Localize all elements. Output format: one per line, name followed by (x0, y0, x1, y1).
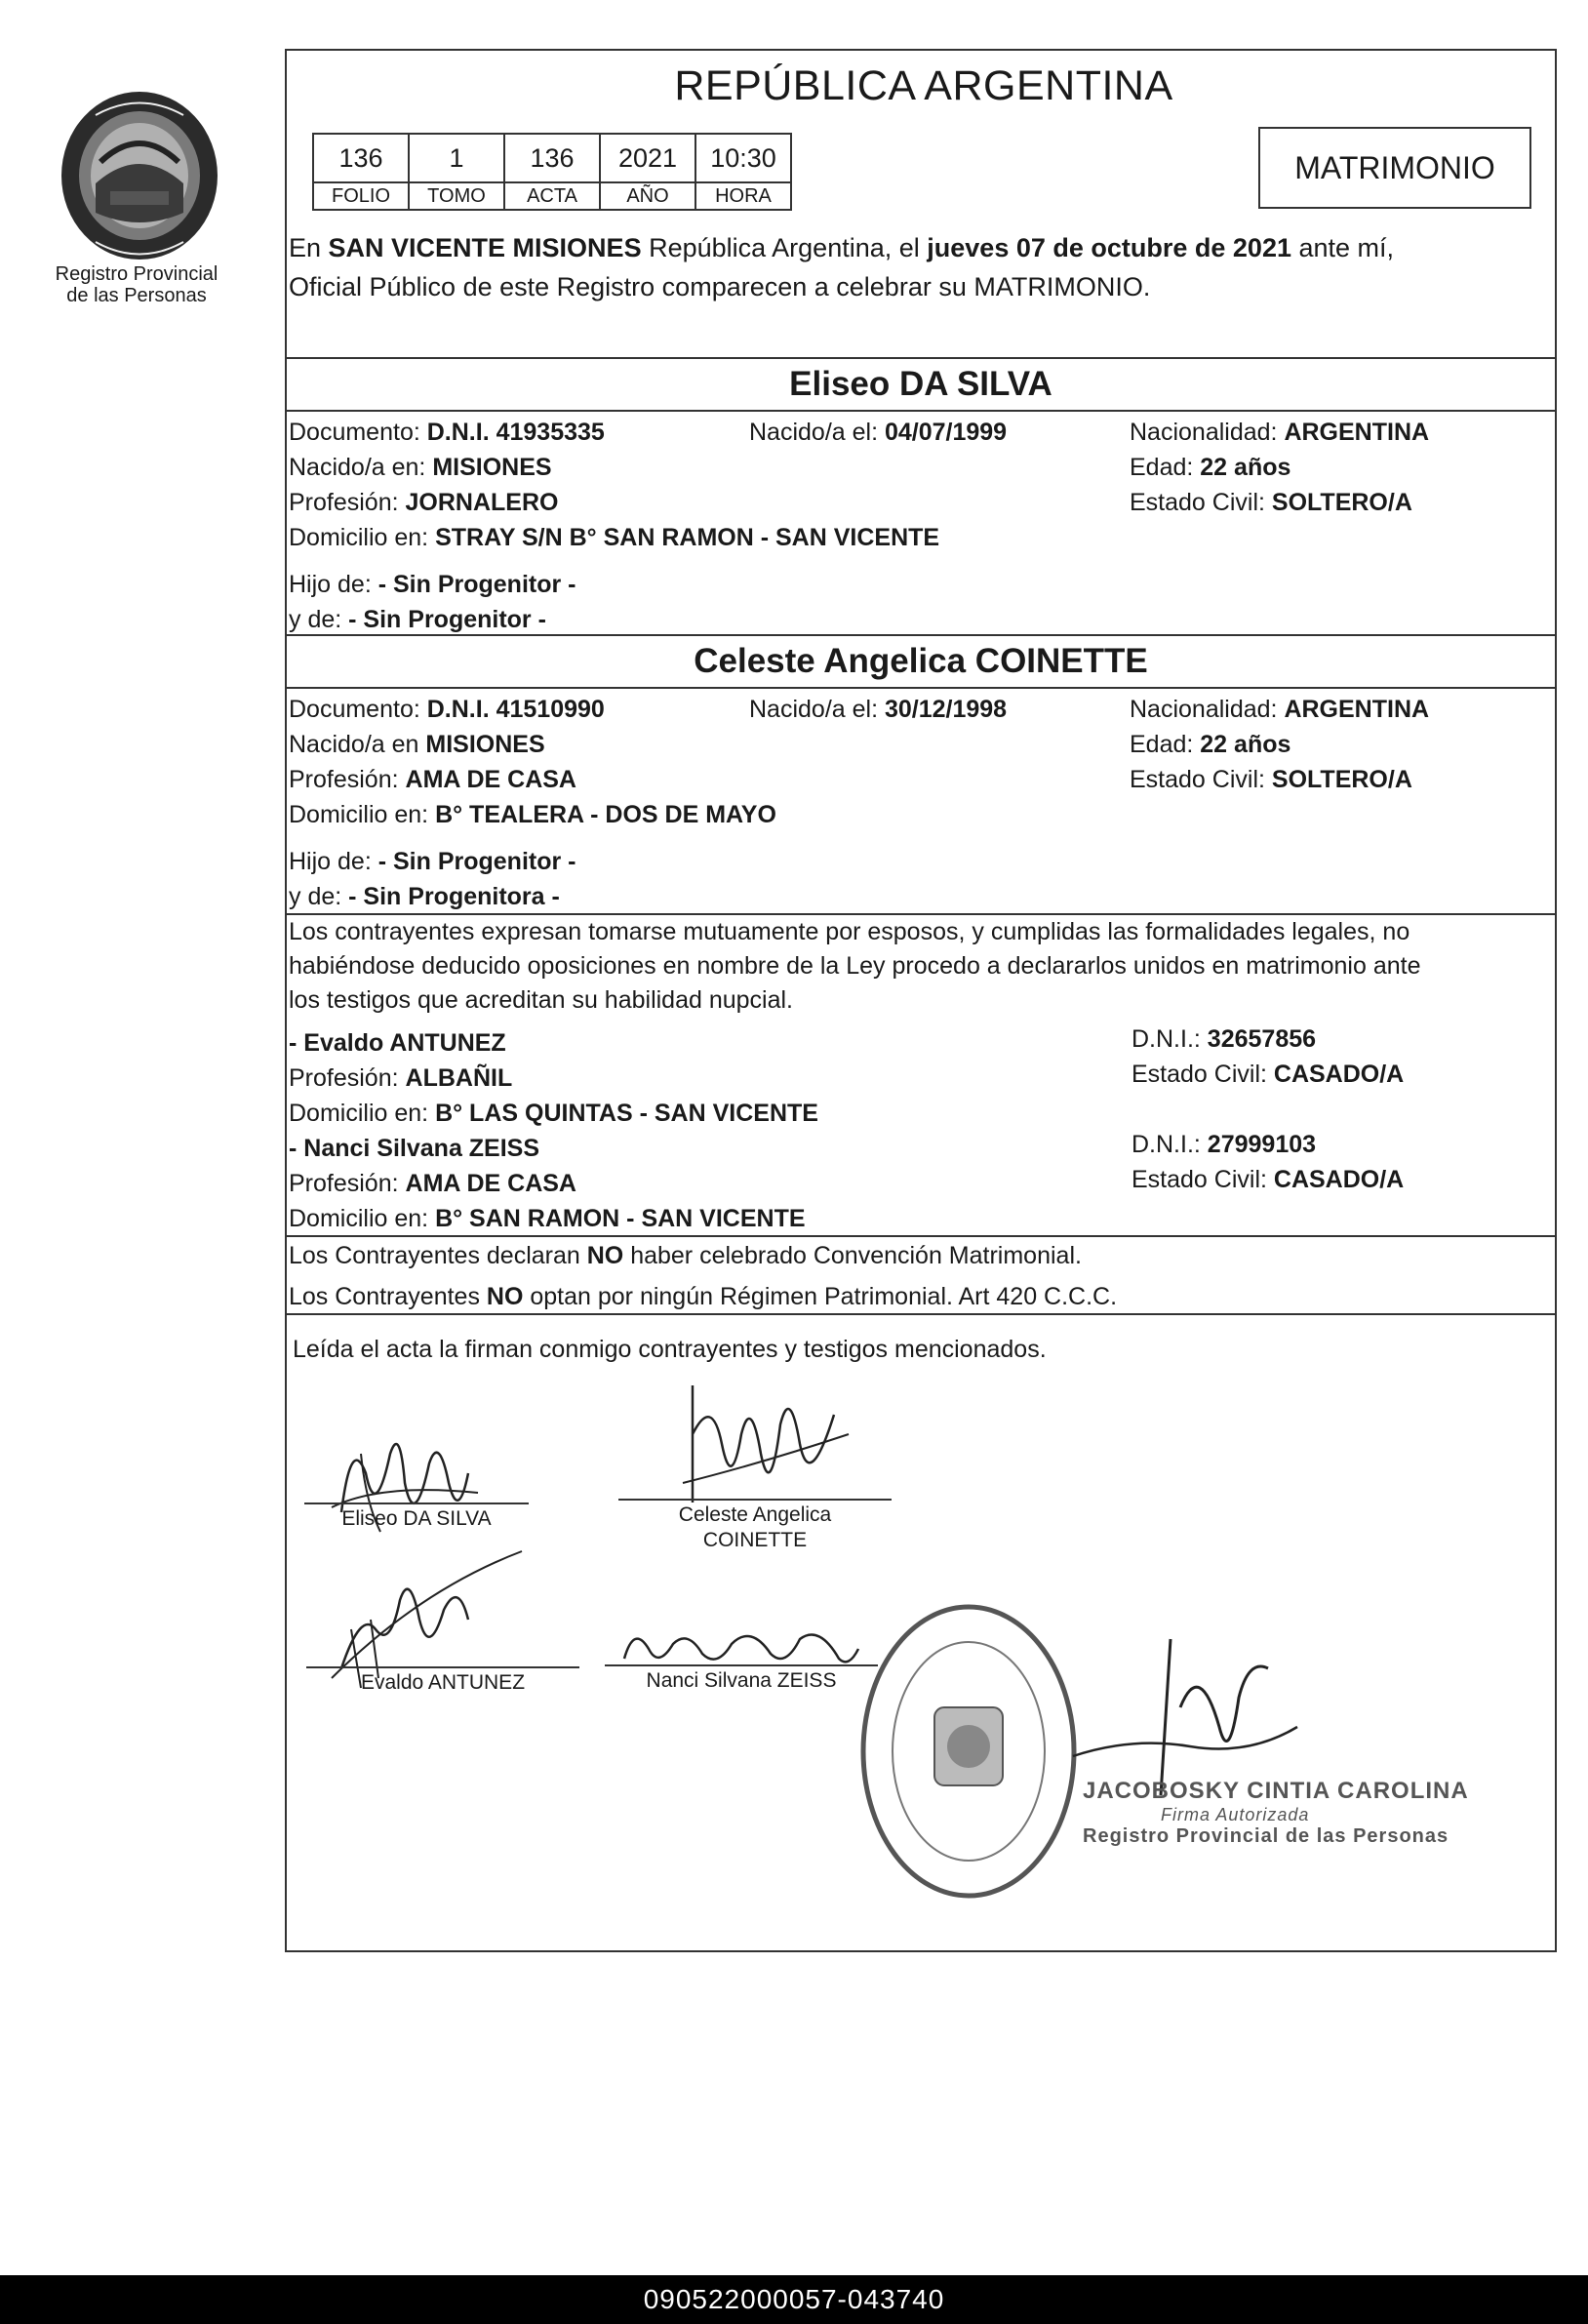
tomo-label: TOMO (409, 182, 504, 210)
record-table (312, 133, 792, 211)
document-code-bar (0, 2275, 1588, 2324)
regime-line2: Los Contrayentes NO optan por ningún Régimen Patrimonial. Art 420 C.C.C. (289, 1283, 1118, 1310)
header-title: REPÚBLICA ARGENTINA (674, 62, 1173, 109)
witness1-address: Domicilio en: B° LAS QUINTAS - SAN VICENTE (289, 1100, 818, 1127)
divider (285, 634, 1557, 636)
acta-label: ACTA (504, 182, 600, 210)
signature-line (306, 1666, 579, 1668)
spouse1-nationality: Nacionalidad: ARGENTINA (1130, 419, 1430, 446)
signature2-name-line1: Celeste Angelica (678, 1503, 832, 1526)
spouse1-address: Domicilio en: STRAY S/N B° SAN RAMON - SAN VICENTE (289, 524, 940, 551)
signature2-name-line2: COINETTE (702, 1529, 808, 1551)
witness1-profession: Profesión: ALBAÑIL (289, 1064, 513, 1092)
spouse2-nationality: Nacionalidad: ARGENTINA (1130, 696, 1430, 723)
official-role: Firma Autorizada (1161, 1805, 1310, 1824)
witness2-dni: D.N.I.: 27999103 (1131, 1131, 1317, 1158)
signature-line (618, 1499, 892, 1501)
intro-text: En (289, 233, 329, 262)
folio-value: 136 (313, 134, 409, 182)
signature1-name: Eliseo DA SILVA (341, 1507, 492, 1530)
intro-line1 (289, 230, 1394, 265)
spouse1-age: Edad: 22 años (1130, 454, 1291, 481)
spouse2-age: Edad: 22 años (1130, 731, 1291, 758)
hour-label: HORA (695, 182, 791, 210)
spouse1-father: Hijo de: - Sin Progenitor - (289, 571, 576, 598)
spouse2-document: Documento: D.N.I. 41510990 (289, 696, 605, 723)
seal-caption-line2: de las Personas (66, 285, 207, 306)
spouse2-name: Celeste Angelica COINETTE (694, 642, 1148, 680)
signature-line (304, 1503, 529, 1504)
divider (285, 1313, 1557, 1315)
spouse1-profession: Profesión: JORNALERO (289, 489, 559, 516)
seal-emblem-icon (57, 86, 222, 271)
official-stamp-icon (856, 1600, 1081, 1903)
spouse1-birthplace: Nacido/a en: MISIONES (289, 454, 552, 481)
witness1-civil-status: Estado Civil: CASADO/A (1131, 1061, 1405, 1088)
spouse2-father: Hijo de: - Sin Progenitor - (289, 848, 576, 875)
official-block (1083, 1778, 1469, 1848)
official-name: JACOBOSKY CINTIA CAROLINA (1083, 1778, 1469, 1804)
spouse1-civil-status: Estado Civil: SOLTERO/A (1130, 489, 1412, 516)
divider (285, 1235, 1557, 1237)
intro-text: República Argentina, el (641, 233, 928, 262)
witness1-name: - Evaldo ANTUNEZ (289, 1029, 506, 1057)
intro-text: ante mí, (1290, 233, 1395, 262)
record-type-label: MATRIMONIO (1294, 149, 1495, 185)
intro-place: SAN VICENTE MISIONES (328, 233, 642, 262)
declaration-line1: Los contrayentes expresan tomarse mutuamente por esposos, y cumplidas las formalidades legales, no (289, 918, 1410, 945)
year-value: 2021 (600, 134, 695, 182)
province-seal (57, 86, 222, 271)
spouse2-mother: y de: - Sin Progenitora - (289, 883, 560, 910)
divider (285, 687, 1557, 689)
spouse1-mother: y de: - Sin Progenitor - (289, 606, 546, 633)
document-code: 090522000057-043740 (643, 2284, 945, 2314)
divider (285, 913, 1557, 915)
seal-caption-line1: Registro Provincial (55, 263, 218, 285)
witness2-name: - Nanci Silvana ZEISS (289, 1135, 540, 1162)
signature3-name: Evaldo ANTUNEZ (360, 1671, 526, 1694)
intro-line2: Oficial Público de este Registro comparecen a celebrar su MATRIMONIO. (289, 272, 1151, 301)
spouse2-birthdate: Nacido/a el: 30/12/1998 (749, 696, 1008, 723)
declaration-line3: los testigos que acreditan su habilidad nupcial. (289, 986, 794, 1014)
year-label: AÑO (600, 182, 695, 210)
seal-caption (29, 263, 244, 306)
witness2-civil-status: Estado Civil: CASADO/A (1131, 1166, 1405, 1193)
witness2-address: Domicilio en: B° SAN RAMON - SAN VICENTE (289, 1205, 806, 1232)
signature4-name: Nanci Silvana ZEISS (646, 1669, 837, 1692)
declaration-line2: habiéndose deducido oposiciones en nombre de la Ley procedo a declararlos unidos en matrimonio ante (289, 952, 1421, 980)
intro-date: jueves 07 de octubre de 2021 (927, 233, 1291, 262)
witness1-dni: D.N.I.: 32657856 (1131, 1025, 1317, 1053)
signature-line (605, 1664, 878, 1666)
spouse1-document: Documento: D.N.I. 41935335 (289, 419, 605, 446)
divider (285, 410, 1557, 412)
divider (285, 357, 1557, 359)
folio-label: FOLIO (313, 182, 409, 210)
official-office: Registro Provincial de las Personas (1083, 1825, 1449, 1847)
spouse2-civil-status: Estado Civil: SOLTERO/A (1130, 766, 1412, 793)
witness2-profession: Profesión: AMA DE CASA (289, 1170, 576, 1197)
tomo-value: 1 (409, 134, 504, 182)
hour-value: 10:30 (695, 134, 791, 182)
regime-line1: Los Contrayentes declaran NO haber celebrado Convención Matrimonial. (289, 1242, 1082, 1269)
spouse1-name: Eliseo DA SILVA (789, 365, 1052, 403)
closing-text: Leída el acta la firman conmigo contrayentes y testigos mencionados. (293, 1336, 1047, 1363)
spouse2-profession: Profesión: AMA DE CASA (289, 766, 576, 793)
spouse2-address: Domicilio en: B° TEALERA - DOS DE MAYO (289, 801, 776, 828)
spouse2-birthplace: Nacido/a en MISIONES (289, 731, 545, 758)
spouse1-birthdate: Nacido/a el: 04/07/1999 (749, 419, 1008, 446)
record-type-box (1258, 127, 1531, 209)
acta-value: 136 (504, 134, 600, 182)
